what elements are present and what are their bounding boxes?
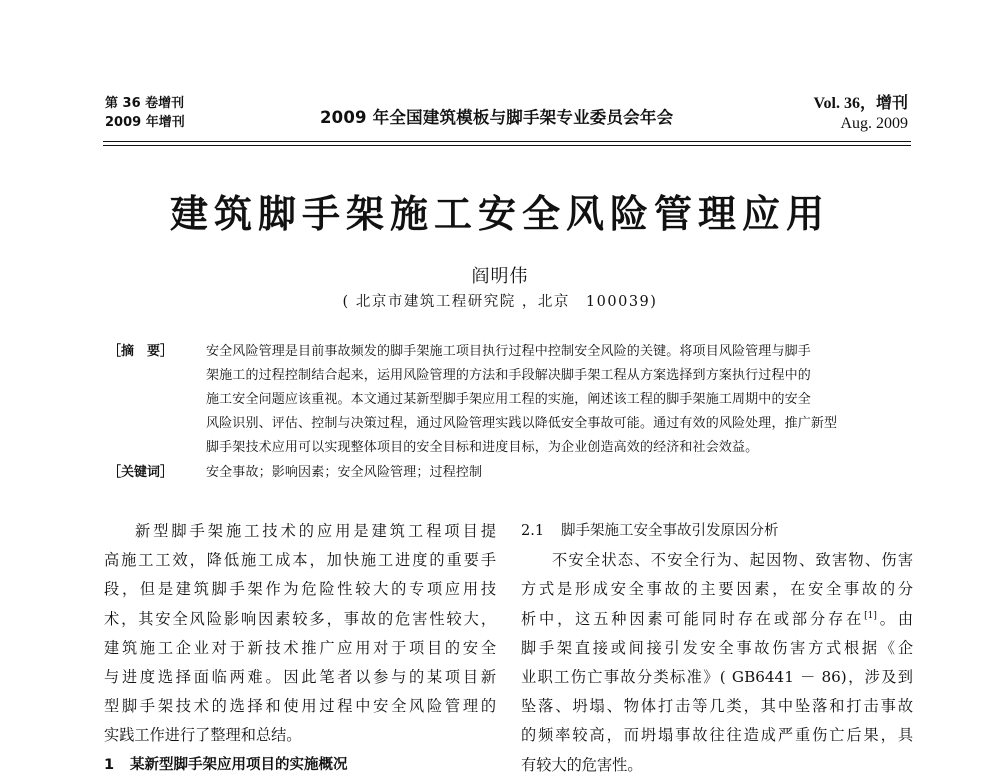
subsection-title: 脚手架施工安全事故引发原因分析	[561, 523, 779, 539]
citation-ref: [1]	[864, 610, 877, 621]
body-line: 实践工作进行了整理和总结。	[104, 726, 302, 745]
header-volume-zh	[105, 94, 185, 132]
header-date-line: Aug. 2009	[840, 115, 908, 132]
body-line-text: 析中，这五种因素可能同时存在或部分存在	[521, 609, 865, 628]
header-vol-line: Vol. 36，增刊	[813, 95, 908, 112]
keywords-label: ［关键词］	[108, 465, 174, 480]
abstract-line: 架施工的过程控制结合起来，运用风险管理的方法和手段解决脚手架工程从方案选择到方案执行过程中的	[206, 368, 811, 383]
body-line: 脚手架直接或间接引发安全事故伤害方式根据《企	[521, 638, 913, 657]
body-line: 的频率较高，而坍塌事故往往造成严重伤亡后果，具	[521, 726, 913, 745]
keywords-row	[108, 461, 918, 485]
section-number: 1	[104, 756, 115, 773]
abstract-line: 安全风险管理是目前事故频发的脚手架施工项目执行过程中控制安全风险的关键。将项目风险管理与脚手	[206, 344, 811, 359]
abstract-text	[206, 340, 918, 460]
header-conference: 2009 年全国建筑模板与脚手架专业委员会年会	[320, 108, 674, 127]
body-line: 新型脚手架施工技术的应用是建筑工程项目提	[135, 522, 496, 540]
keywords-text: 安全事故；影响因素；安全风险管理；过程控制	[206, 465, 483, 480]
body-line-with-citation	[521, 605, 913, 634]
header-volume-line: 第 36 卷增刊	[105, 96, 185, 111]
body-line: 有较大的危害性。	[521, 755, 643, 774]
author-name: 阎明伟	[471, 266, 529, 287]
header-rule-thick	[103, 141, 911, 142]
header-rule-thin	[103, 145, 911, 146]
body-column-left	[104, 517, 496, 780]
body-line: 方式是形成安全事故的主要因素，在安全事故的分	[521, 580, 913, 599]
header-volume-en	[813, 94, 908, 134]
body-line: 不安全状态、不安全行为、起因物、致害物、伤害	[552, 551, 913, 570]
body-line: 术，其安全风险影响因素较多，事故的危害性较大，	[104, 609, 496, 628]
body-column-right	[521, 517, 913, 780]
abstract-row	[108, 340, 918, 460]
section-title: 某新型脚手架应用项目的实施概况	[130, 756, 348, 773]
body-line: 建筑施工企业对于新技术推广应用对于项目的安全	[104, 638, 496, 657]
body-line-tail: 。由	[876, 609, 914, 628]
body-line: 与进度选择面临两难。因此笔者以参与的某项目新	[104, 668, 496, 687]
body-line: 高施工工效，降低施工成本，加快施工进度的重要手	[104, 551, 496, 570]
subsection-heading-2-1	[521, 517, 913, 546]
section-heading-1	[104, 751, 496, 780]
header-year-line: 2009 年增刊	[105, 115, 185, 130]
author-affiliation: ( 北京市建筑工程研究院 ，北京 100039)	[342, 294, 658, 310]
body-line: 业职工伤亡事故分类标准》( GB6441 － 86)，涉及到	[521, 668, 913, 687]
abstract-section	[108, 340, 918, 485]
abstract-line: 风险识别、评估、控制与决策过程，通过风险管理实践以降低安全事故可能。通过有效的风险处理，推广新型	[206, 416, 838, 431]
subsection-number: 2.1	[521, 523, 545, 539]
body-line: 段，但是建筑脚手架作为危险性较大的专项应用技	[104, 580, 496, 599]
abstract-line: 施工安全问题应该重视。本文通过某新型脚手架应用工程的实施，阐述该工程的脚手架施工周期中的安全	[206, 392, 811, 407]
abstract-label: ［摘 要］	[108, 344, 174, 359]
body-line: 坠落、坍塌、物体打击等几类，其中坠落和打击事故	[521, 697, 913, 716]
paper-title: 建筑脚手架施工安全风险管理应用	[169, 191, 830, 236]
body-line: 型脚手架技术的选择和使用过程中安全风险管理的	[104, 697, 496, 716]
abstract-line: 脚手架技术应用可以实现整体项目的安全目标和进度目标，为企业创造高效的经济和社会效益。	[206, 440, 759, 455]
